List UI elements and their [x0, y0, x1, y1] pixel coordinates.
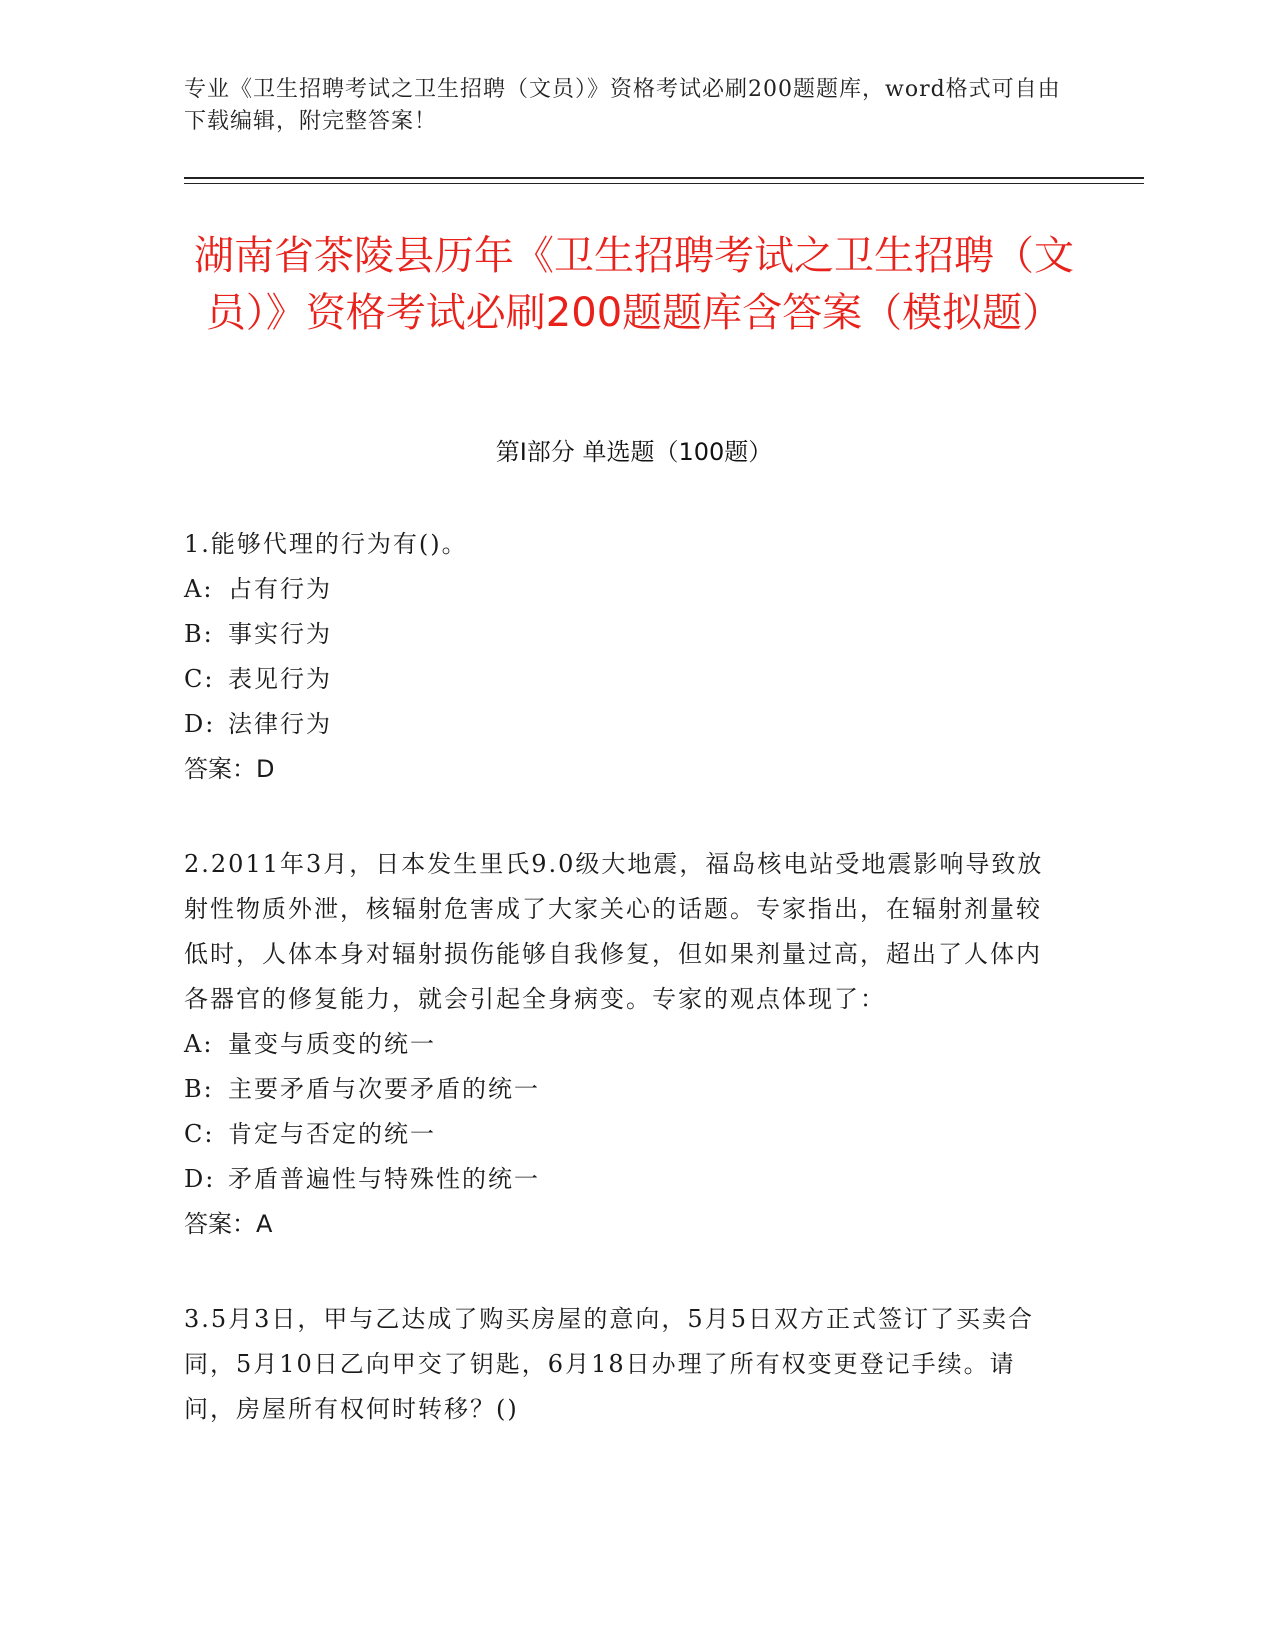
option-key: B: — [184, 1075, 214, 1103]
document-title: 湖南省茶陵县历年《卫生招聘考试之卫生招聘（文员）》资格考试必刷200题题库含答案（模拟题） — [194, 233, 1074, 336]
answer-label: 答案：D — [184, 755, 275, 783]
option-b — [184, 612, 1064, 657]
option-text: 肯定与否定的统一 — [228, 1120, 436, 1148]
option-d — [184, 1157, 1064, 1202]
option-a — [184, 567, 1064, 612]
option-text: 矛盾普遍性与特殊性的统一 — [228, 1165, 540, 1193]
option-c — [184, 657, 1064, 702]
option-key: A: — [184, 575, 214, 603]
option-text: 法律行为 — [228, 710, 332, 738]
question-stem: 2.2011年3月，日本发生里氏9.0级大地震，福岛核电站受地震影响导致放射性物质外泄，核辐射危害成了大家关心的话题。专家指出，在辐射剂量较低时，人体本身对辐射损伤能够自我修复，但如果剂量过高，超出了人体内各器官的修复能力，就会引起全身病变。专家的观点体现了： — [184, 850, 1044, 1013]
option-key: C: — [184, 1120, 215, 1148]
option-text: 表见行为 — [228, 665, 332, 693]
option-c — [184, 1112, 1064, 1157]
option-key: C: — [184, 665, 215, 693]
question-list — [184, 522, 1064, 1482]
question-2 — [184, 842, 1064, 1247]
header-divider-thin — [184, 183, 1144, 184]
option-text: 事实行为 — [228, 620, 332, 648]
question-3 — [184, 1297, 1064, 1432]
header-note: 专业《卫生招聘考试之卫生招聘（文员）》资格考试必刷200题题库，word格式可自由下载编辑，附完整答案！ — [184, 77, 1061, 134]
option-text: 主要矛盾与次要矛盾的统一 — [228, 1075, 540, 1103]
option-text: 占有行为 — [228, 575, 332, 603]
option-key: B: — [184, 620, 214, 648]
section-heading: 第Ⅰ部分 单选题（100题） — [495, 438, 773, 466]
option-text: 量变与质变的统一 — [228, 1030, 436, 1058]
option-key: D: — [184, 710, 216, 738]
question-stem: 1.能够代理的行为有()。 — [184, 530, 468, 558]
option-key: D: — [184, 1165, 216, 1193]
option-b — [184, 1067, 1064, 1112]
question-1 — [184, 522, 1064, 792]
header-divider-thick — [184, 177, 1144, 179]
option-d — [184, 702, 1064, 747]
option-key: A: — [184, 1030, 214, 1058]
answer-label: 答案：A — [184, 1210, 273, 1238]
question-stem: 3.5月3日，甲与乙达成了购买房屋的意向，5月5日双方正式签订了买卖合同，5月10日乙向甲交了钥匙，6月18日办理了所有权变更登记手续。请问，房屋所有权何时转移？() — [184, 1305, 1034, 1423]
option-a — [184, 1022, 1064, 1067]
